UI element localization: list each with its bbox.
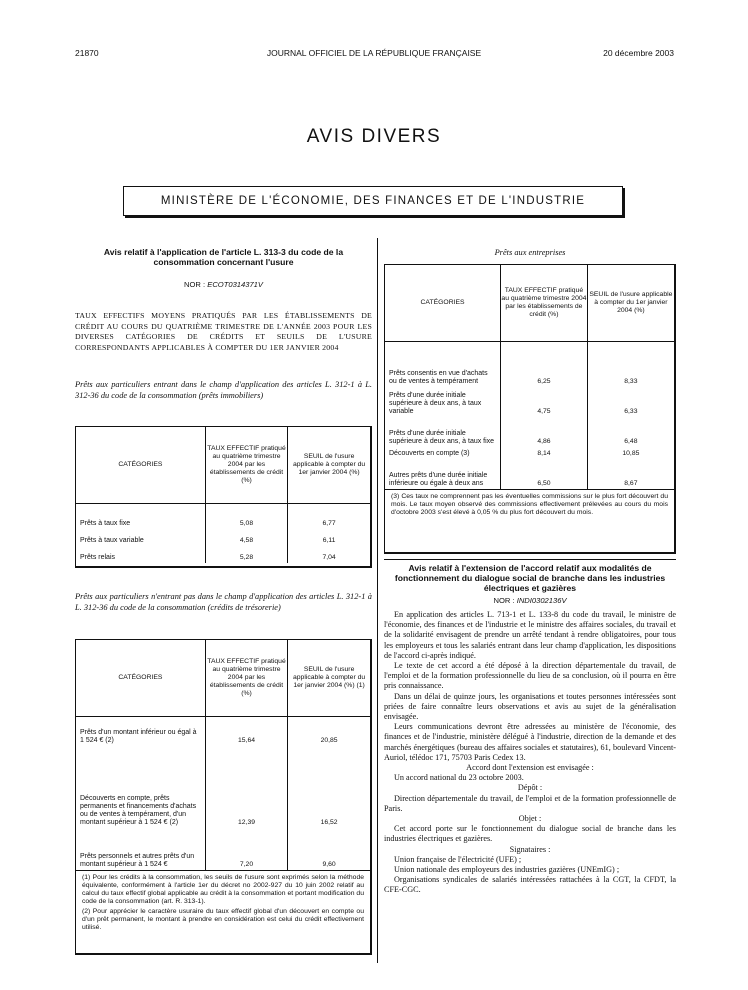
avis2-body [384,610,676,896]
paragraph: Union nationale des employeurs des industries gazières (UNEmIG) ; [394,865,620,875]
table-row [76,503,370,529]
table1 [75,426,372,568]
table3-header-categories: CATÉGORIES [385,265,501,341]
issue-date: 20 décembre 2003 [603,48,674,58]
paragraph: Le texte de cet accord a été déposé à la direction départementale du travail, de l'emploi et de la formation professionnelle du lieu de sa conclusion, où il pourra en être pris connaissance. [384,661,676,691]
paragraph: Signataires : [509,844,551,854]
table2-row3-label: Prêts personnels et autres prêts d'un montant supérieur à 1 524 € [76,828,205,870]
paragraph: Dépôt : [517,783,543,793]
table3-row2-label: Prêts d'une durée initiale supérieure à deux ans, à taux variable [385,387,501,417]
table3-row3-seuil: 6,48 [624,438,638,445]
paragraph: Leurs communications devront être adressées au ministère de l'économie, des finances et de l'industrie, ministère délégué à l'industrie, direction de la demande et des marchés énergétiques (bureau des affaires sociales et statutaires), 61, boulevard Vincent-Auriol, télédoc 171, 75703 Paris Cedex 13. [384,722,676,762]
avis1-intro: TAUX EFFECTIFS MOYENS PRATIQUÉS PAR LES ÉTABLISSEMENTS DE CRÉDIT AU COURS DU QUATRIÈME TRIMESTRE DE L'ANNÉE 2003 POUR LES DIVERSES CATÉGORIES DE CRÉDITS ET SEUILS DE L'USURE CORRESPONDANTS APPLICABLES À COMPTER DU 1ER JANVIER 2004 [75,311,372,352]
paragraph: En application des articles L. 713-1 et L. 133-8 du code du travail, le ministre de l'économie, des finances et de l'industrie et le ministre des affaires sociales, du travail et de la solidarité envisagent de prendre un arrêté tendant à rendre obligatoires, pour tous les employeurs et tous les salariés entrant dans leur champ d'application, les dispositions de l'accord ci-après indiqué. [384,610,676,660]
table3-row2-taux: 4,75 [501,387,588,417]
page-title: AVIS DIVERS [306,126,442,147]
table3-row1-taux: 6,25 [501,341,588,387]
table2-caption: Prêts aux particuliers n'entrant pas dans le champ d'application des articles L. 312-1 à L. 312-36 du code de la consommation (crédits de trésorerie) [75,592,372,612]
journal-title: JOURNAL OFFICIEL DE LA RÉPUBLIQUE FRANÇAISE [266,48,482,58]
footnote-1: (1) Pour les crédits à la consommation, les seuils de l'usure sont exprimés selon la méthode équivalente, conformément à l'article 1er du décret no 2002-927 du 10 juin 2002 relatif au calcul du taux effectif global applicable au crédit à la consommation et portant modification du code de la consommation (art. R. 313-1). [82,873,364,905]
table2-row2-seuil: 16,52 [320,819,338,826]
paragraph: Direction départementale du travail, de l'emploi et de la formation professionnelle de Paris. [384,793,676,813]
table1-header-taux: TAUX EFFECTIF pratiqué au quatrième trimestre 2004 par les établissements de crédit (%) [205,427,287,503]
table2-row2-label: Découverts en compte, prêts permanents et financements d'achats ou de ventes à tempérament, d'un montant supérieur à 1 524 € (2) [76,746,205,828]
nor-label: NOR : [184,280,206,289]
table1-row1-seuil: 6,77 [322,520,336,527]
table2-row1-label: Prêts d'un montant inférieur ou égal à 1 524 € (2) [76,716,205,746]
nor-label: NOR : [493,596,515,605]
table1-row2-seuil: 6,11 [322,537,336,544]
table1-row3-taux: 5,28 [205,546,287,563]
paragraph: Dans un délai de quinze jours, les organisations et toutes personnes intéressées sont priées de faire connaître leurs observations et avis au sujet de la généralisation envisagée. [384,691,676,722]
table3 [384,264,676,554]
paragraph: Cet accord porte sur le fonctionnement du dialogue social de branche dans les industries électriques et gazières. [384,824,676,844]
table3-row5-label: Autres prêts d'une durée initiale inférieure ou égale à deux ans [385,459,501,489]
table2 [75,639,372,955]
table3-row3-label: Prêts d'une durée initiale supérieure à deux ans, à taux fixe [385,417,501,447]
paragraph: Union française de l'électricité (UFE) ; [394,854,522,864]
table-row [385,387,674,417]
table1-caption: Prêts aux particuliers entrant dans le champ d'application des articles L. 312-1 à L. 312-36 du code de la consommation (prêts immobiliers) [75,380,372,400]
table3-caption: Prêts aux entreprises [494,248,566,257]
table-row [76,529,370,546]
avis1-heading-text: Avis relatif à l'application de l'article L. 313-3 du code de la consommation concernant l'usure [103,247,344,267]
table1-row1-taux: 5,08 [205,503,287,529]
table3-row4-seuil: 10,85 [622,450,640,457]
table2-footnotes [76,870,370,935]
table3-header-seuil: SEUIL de l'usure applicable à compter du 1er janvier 2004 (%) [587,265,674,341]
table1-header-categories: CATÉGORIES [76,427,205,503]
table1-row3-label: Prêts relais [76,546,205,563]
table2-header-taux: TAUX EFFECTIF pratiqué au quatrième trimestre 2004 par les établissements de crédit (%) [205,640,287,716]
avis1-heading [75,247,372,267]
table1-row1-label: Prêts à taux fixe [76,503,205,529]
ministry-banner: MINISTÈRE DE L'ÉCONOMIE, DES FINANCES ET DE L'INDUSTRIE [123,186,623,216]
table3-row1-seuil: 8,33 [624,378,638,385]
paragraph: Organisations syndicales de salariés intéressées rattachées à la CGT, la CFDT, la CFE-CGC. [384,875,676,895]
nor-code: INDI0302136V [516,596,567,605]
table2-header-seuil: SEUIL de l'usure applicable à compter du 1er janvier 2004 (%) (1) [288,640,370,716]
table3-row2-seuil: 6,33 [624,408,638,415]
avis2-heading [384,563,676,593]
table2-header-categories: CATÉGORIES [76,640,205,716]
paragraph: Accord dont l'extension est envisagée : [466,763,594,773]
avis1-nor [75,280,372,289]
table-row [76,546,370,563]
table-row [385,341,674,387]
table3-row5-taux: 6,50 [501,459,588,489]
page-number: 21870 [75,48,99,58]
table-row [385,447,674,459]
avis2-heading-text: Avis relatif à l'extension de l'accord relatif aux modalités de fonctionnement du dialogue social de branche dans les industries électriques et gazières [394,563,666,593]
table-row [76,828,370,870]
table-row [385,459,674,489]
table3-row4-label: Découverts en compte (3) [385,447,501,459]
nor-code: ECOT0314371V [207,280,263,289]
table3-row3-taux: 4,86 [501,417,588,447]
table1-header-seuil: SEUIL de l'usure applicable à compter du 1er janvier 2004 (%) [288,427,370,503]
table-row [76,746,370,828]
table1-row3-seuil: 7,04 [322,554,336,561]
table2-row1-seuil: 20,85 [320,737,338,744]
table2-row2-taux: 12,39 [205,746,287,828]
table-row [385,417,674,447]
paragraph: Objet : [518,814,542,824]
table2-row1-taux: 15,64 [205,716,287,746]
footnote-2: (2) Pour apprécier le caractère usuraire du taux effectif global d'un découvert en compte ou d'un prêt permanent, le montant à prendre en considération est celui du crédit effectivement utilisé. [82,907,364,931]
table1-row2-label: Prêts à taux variable [76,529,205,546]
section-divider [384,559,676,560]
table3-row5-seuil: 8,67 [624,479,638,487]
column-divider [377,238,378,963]
table-row [76,716,370,746]
avis2-nor [384,596,676,605]
table3-row4-taux: 8,14 [501,447,588,459]
table2-row3-taux: 7,20 [205,828,287,870]
footnote-3: (3) Ces taux ne comprennent pas les éventuelles commissions sur le plus fort découvert du mois. Le taux moyen observé des commissions effectivement prélevées au cours du mois d'octobre 2003 s'est élevé à 0,05 % du plus fort découvert du mois. [391,492,668,516]
table3-header-taux: TAUX EFFECTIF pratiqué au quatrième trimestre 2004 par les établissements de crédit (%) [501,265,588,341]
table1-row2-taux: 4,58 [205,529,287,546]
table3-row1-label: Prêts consentis en vue d'achats ou de ventes à tempérament [385,341,501,387]
table2-row3-seuil: 9,60 [322,860,336,868]
paragraph: Un accord national du 23 octobre 2003. [394,773,524,783]
